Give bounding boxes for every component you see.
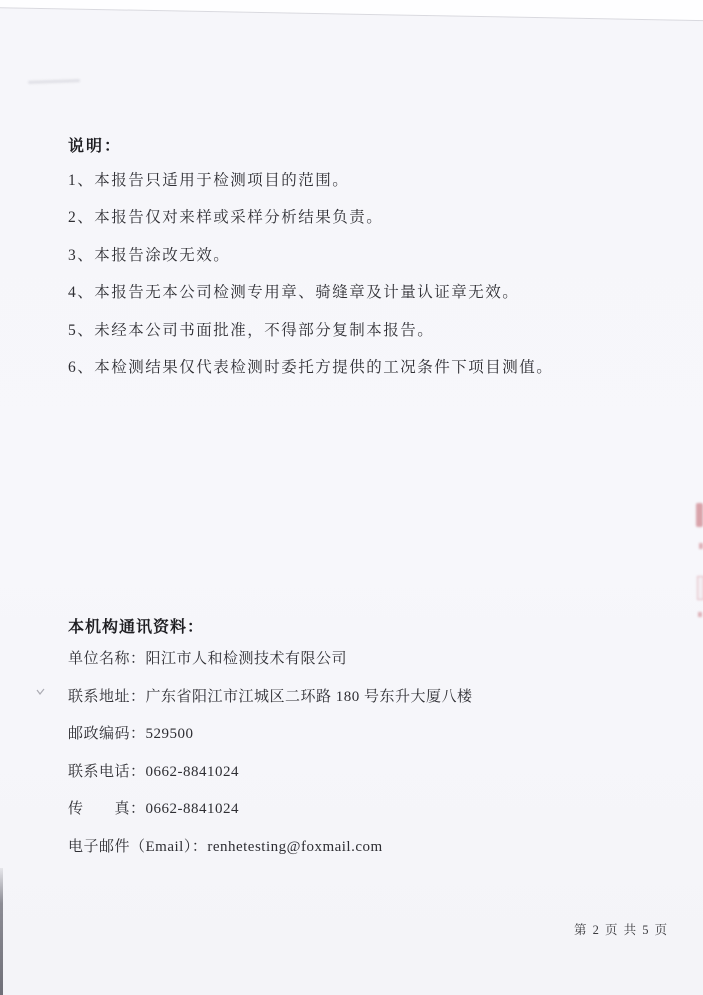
contact-title: 本机构通讯资料：: [68, 619, 205, 636]
contact-row-email: 电子邮件（Email）：renhetesting@foxmail.com: [68, 838, 383, 855]
note-item-6: 6、本检测结果仅代表检测时委托方提供的工况条件下项目测值。: [68, 359, 554, 377]
scan-left-edge-shadow: [0, 868, 3, 995]
contact-row-fax: 传 真：0662-8841024: [68, 801, 239, 818]
note-item-2: 2、本报告仅对来样或采样分析结果负责。: [68, 209, 384, 227]
scan-top-edge: [0, 0, 703, 22]
notes-title: 说明：: [68, 138, 123, 155]
scan-smudge: [28, 79, 80, 84]
note-item-1: 1、本报告只适用于检测项目的范围。: [68, 172, 350, 189]
note-item-3: 3、本报告涂改无效。: [68, 246, 231, 264]
contact-row-phone: 联系电话：0662-8841024: [68, 763, 239, 780]
seal-fragment: [694, 503, 703, 617]
pen-mark: [36, 684, 46, 702]
contact-section: [68, 614, 473, 867]
contact-row-postal-code: 邮政编码：529500: [68, 726, 194, 743]
page-indicator: 第 2 页 共 5 页: [574, 923, 669, 937]
note-item-5: 5、未经本公司书面批准，不得部分复制本报告。: [68, 321, 435, 339]
contact-row-company-name: 单位名称：阳江市人和检测技术有限公司: [68, 651, 348, 667]
contact-list: [68, 641, 473, 867]
notes-section: [68, 133, 553, 386]
notes-list: [68, 162, 553, 386]
page-footer: [574, 920, 669, 938]
contact-row-address: 联系地址：广东省阳江市江城区二环路 180 号东升大厦八楼: [68, 688, 473, 705]
note-item-4: 4、本报告无本公司检测专用章、骑缝章及计量认证章无效。: [68, 284, 520, 302]
